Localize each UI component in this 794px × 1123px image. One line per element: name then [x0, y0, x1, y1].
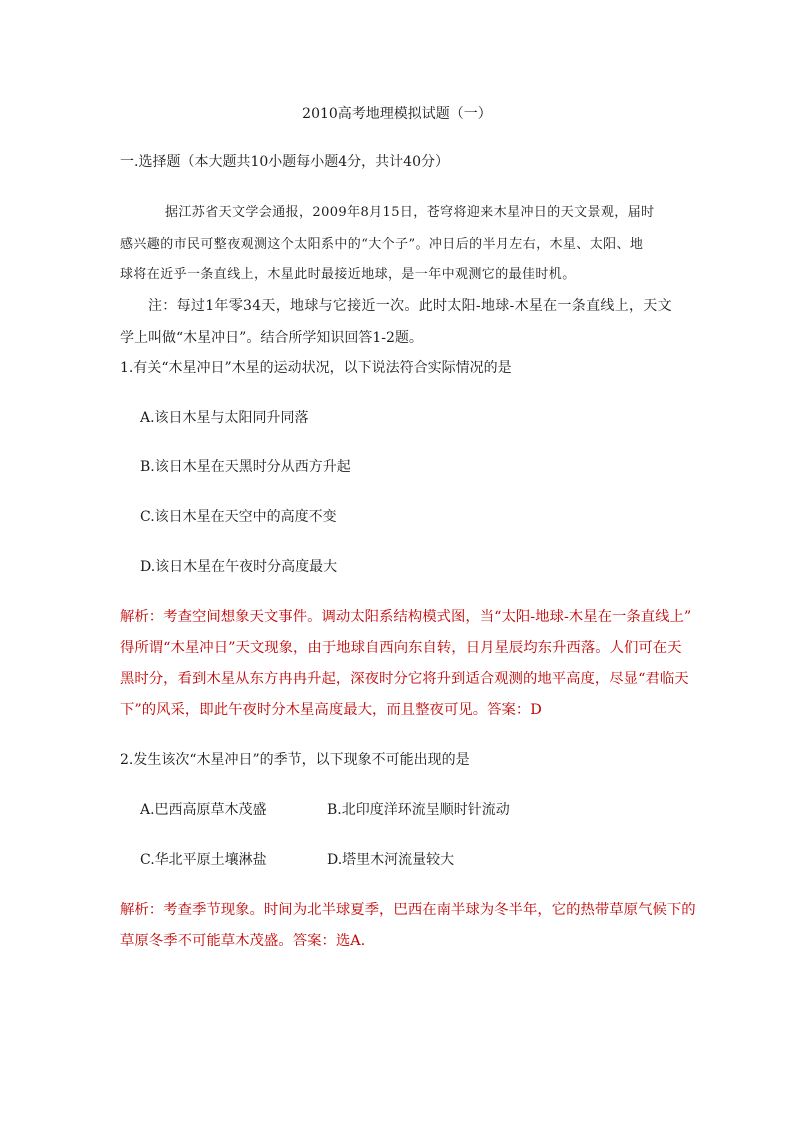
q1-option-b: B.该日木星在天黑时分从西方升起: [140, 459, 351, 475]
question-1-stem: 1.有关“木星冲日”木星的运动状况，以下说法符合实际情况的是: [120, 360, 512, 376]
q1-option-a: A.该日木星与太阳同升同落: [140, 410, 309, 426]
q2-option-b: B.北印度洋环流呈顺时针流动: [327, 802, 510, 818]
q2-analysis-line: 草原冬季不可能草木茂盛。答案：选A.: [120, 933, 366, 949]
q2-option-a: A.巴西高原草木茂盛: [140, 802, 267, 818]
passage-line: 感兴趣的市民可整夜观测这个太阳系中的“大个子”。冲日后的半月左右，木星、太阳、地: [120, 237, 644, 252]
q1-analysis-line: 黑时分，看到木星从东方冉冉升起，深夜时分它将升到适合观测的地平高度，尽显“君临天: [120, 671, 689, 687]
page-title: 2010高考地理模拟试题（一）: [302, 106, 492, 122]
q1-option-d: D.该日木星在午夜时分高度最大: [140, 559, 338, 575]
q2-option-c: C.华北平原土壤淋盐: [140, 852, 267, 868]
note-line: 注：每过1年零34天，地球与它接近一次。此时太阳-地球-木星在一条直线上，天文: [148, 298, 672, 314]
q1-analysis-line: 解析：考查空间想象天文事件。调动太阳系结构模式图，当“太阳-地球-木星在一条直线上”: [120, 609, 692, 625]
passage-line: 球将在近乎一条直线上，木星此时最接近地球，是一年中观测它的最佳时机。: [120, 267, 576, 282]
q2-option-d: D.塔里木河流量较大: [327, 852, 455, 868]
passage-line: 据江苏省天文学会通报，2009年8月15日，苍穹将迎来木星冲日的天文景观，届时: [165, 205, 655, 220]
q1-analysis-line: 下”的风采，即此午夜时分木星高度最大，而且整夜可见。答案：D: [120, 702, 542, 718]
q1-option-c: C.该日木星在天空中的高度不变: [140, 509, 337, 525]
note-line: 学上叫做“木星冲日”。结合所学知识回答1-2题。: [120, 330, 423, 346]
section-heading: 一.选择题（本大题共10小题每小题4分，共计40分）: [120, 154, 449, 170]
q2-analysis-line: 解析：考查季节现象。时间为北半球夏季，巴西在南半球为冬半年，它的热带草原气候下的: [120, 902, 696, 918]
q1-analysis-line: 得所谓“木星冲日”天文现象，由于地球自西向东自转，日月星辰均东升西落。人们可在天: [120, 640, 682, 656]
question-2-stem: 2.发生该次“木星冲日”的季节，以下现象不可能出现的是: [120, 752, 470, 768]
